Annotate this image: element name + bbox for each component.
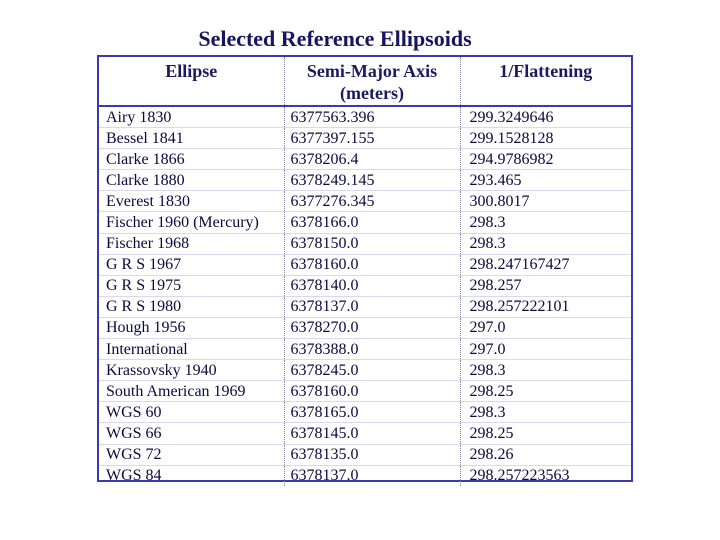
semi-major-axis-cell: 6377563.396 [284,106,460,128]
semi-major-axis-cell: 6378137.0 [284,296,460,317]
flattening-cell: 298.26 [460,444,631,465]
header-ellipse [99,57,284,106]
table-row [99,317,631,338]
semi-major-axis-cell: 6378160.0 [284,254,460,275]
ellipsoid-name-cell: G R S 1975 [99,275,284,296]
table-row [99,106,631,128]
table-row [99,465,631,486]
semi-major-axis-cell: 6378145.0 [284,423,460,444]
flattening-cell: 298.257 [460,275,631,296]
semi-major-axis-cell: 6378245.0 [284,360,460,381]
semi-major-axis-cell: 6378160.0 [284,381,460,402]
flattening-cell: 294.9786982 [460,149,631,170]
table-row [99,423,631,444]
header-semi-major-axis [284,57,460,106]
header-flattening-label: 1/Flattening [499,61,593,81]
ellipsoid-name-cell: South American 1969 [99,381,284,402]
flattening-cell: 298.25 [460,423,631,444]
ellipsoid-name-cell: Fischer 1968 [99,233,284,254]
table-header-row [99,57,631,106]
semi-major-axis-cell: 6378388.0 [284,339,460,360]
ellipsoid-name-cell: International [99,339,284,360]
table-row [99,191,631,212]
table-row [99,402,631,423]
semi-major-axis-cell: 6378150.0 [284,233,460,254]
table-row [99,212,631,233]
flattening-cell: 298.3 [460,233,631,254]
flattening-cell: 298.257223563 [460,465,631,486]
flattening-cell: 298.3 [460,402,631,423]
ellipsoid-name-cell: WGS 84 [106,467,162,485]
page-title: Selected Reference Ellipsoids [198,26,472,51]
semi-major-axis-cell: 6378270.0 [284,317,460,338]
header-ellipse-label: Ellipse [165,61,218,81]
flattening-cell: 293.465 [460,170,631,191]
ellipsoid-name-cell: WGS 60 [99,402,284,423]
flattening-cell: 299.3249646 [460,106,631,128]
flattening-cell: 298.25 [460,381,631,402]
semi-major-axis-cell: 6377397.155 [284,128,460,149]
semi-major-axis-cell: 6378165.0 [284,402,460,423]
table-row [99,254,631,275]
semi-major-axis-cell: 6378140.0 [284,275,460,296]
table-row [99,275,631,296]
ellipsoid-name-cell: Clarke 1880 [99,170,284,191]
table-row [99,360,631,381]
header-axis-line1: Semi-Major Axis [306,61,438,81]
ellipsoid-name-cell: G R S 1967 [99,254,284,275]
ellipsoid-table [99,57,631,486]
ellipsoid-name-cell: WGS 66 [99,423,284,444]
ellipsoid-name-cell: Fischer 1960 (Mercury) [99,212,284,233]
flattening-cell: 299.1528128 [460,128,631,149]
semi-major-axis-cell: 6377276.345 [284,191,460,212]
ellipsoid-name-cell: Hough 1956 [99,317,284,338]
flattening-cell: 297.0 [460,317,631,338]
ellipsoid-name-cell: Bessel 1841 [99,128,284,149]
ellipsoid-table-frame [97,55,633,485]
table-row [99,128,631,149]
semi-major-axis-cell: 6378137.0 [284,465,460,486]
table-row [99,444,631,465]
ellipsoid-name-cell: WGS 72 [99,444,284,465]
ellipsoid-name-cell: Krassovsky 1940 [99,360,284,381]
header-axis-line2: (meters) [340,83,404,103]
table-row [99,296,631,317]
table-row [99,381,631,402]
semi-major-axis-cell: 6378206.4 [284,149,460,170]
table-row [99,149,631,170]
table-row [99,339,631,360]
flattening-cell: 298.247167427 [460,254,631,275]
ellipsoid-name-cell: G R S 1980 [99,296,284,317]
flattening-cell: 298.257222101 [460,296,631,317]
ellipsoid-name-cell: Everest 1830 [99,191,284,212]
flattening-cell: 300.8017 [460,191,631,212]
flattening-cell: 298.3 [460,360,631,381]
table-row [99,233,631,254]
semi-major-axis-cell: 6378135.0 [284,444,460,465]
ellipsoid-name-cell: Clarke 1866 [99,149,284,170]
header-flattening [460,57,631,106]
flattening-cell: 297.0 [460,339,631,360]
semi-major-axis-cell: 6378166.0 [284,212,460,233]
semi-major-axis-cell: 6378249.145 [284,170,460,191]
flattening-cell: 298.3 [460,212,631,233]
table-row [99,170,631,191]
ellipsoid-name-cell: Airy 1830 [99,106,284,128]
